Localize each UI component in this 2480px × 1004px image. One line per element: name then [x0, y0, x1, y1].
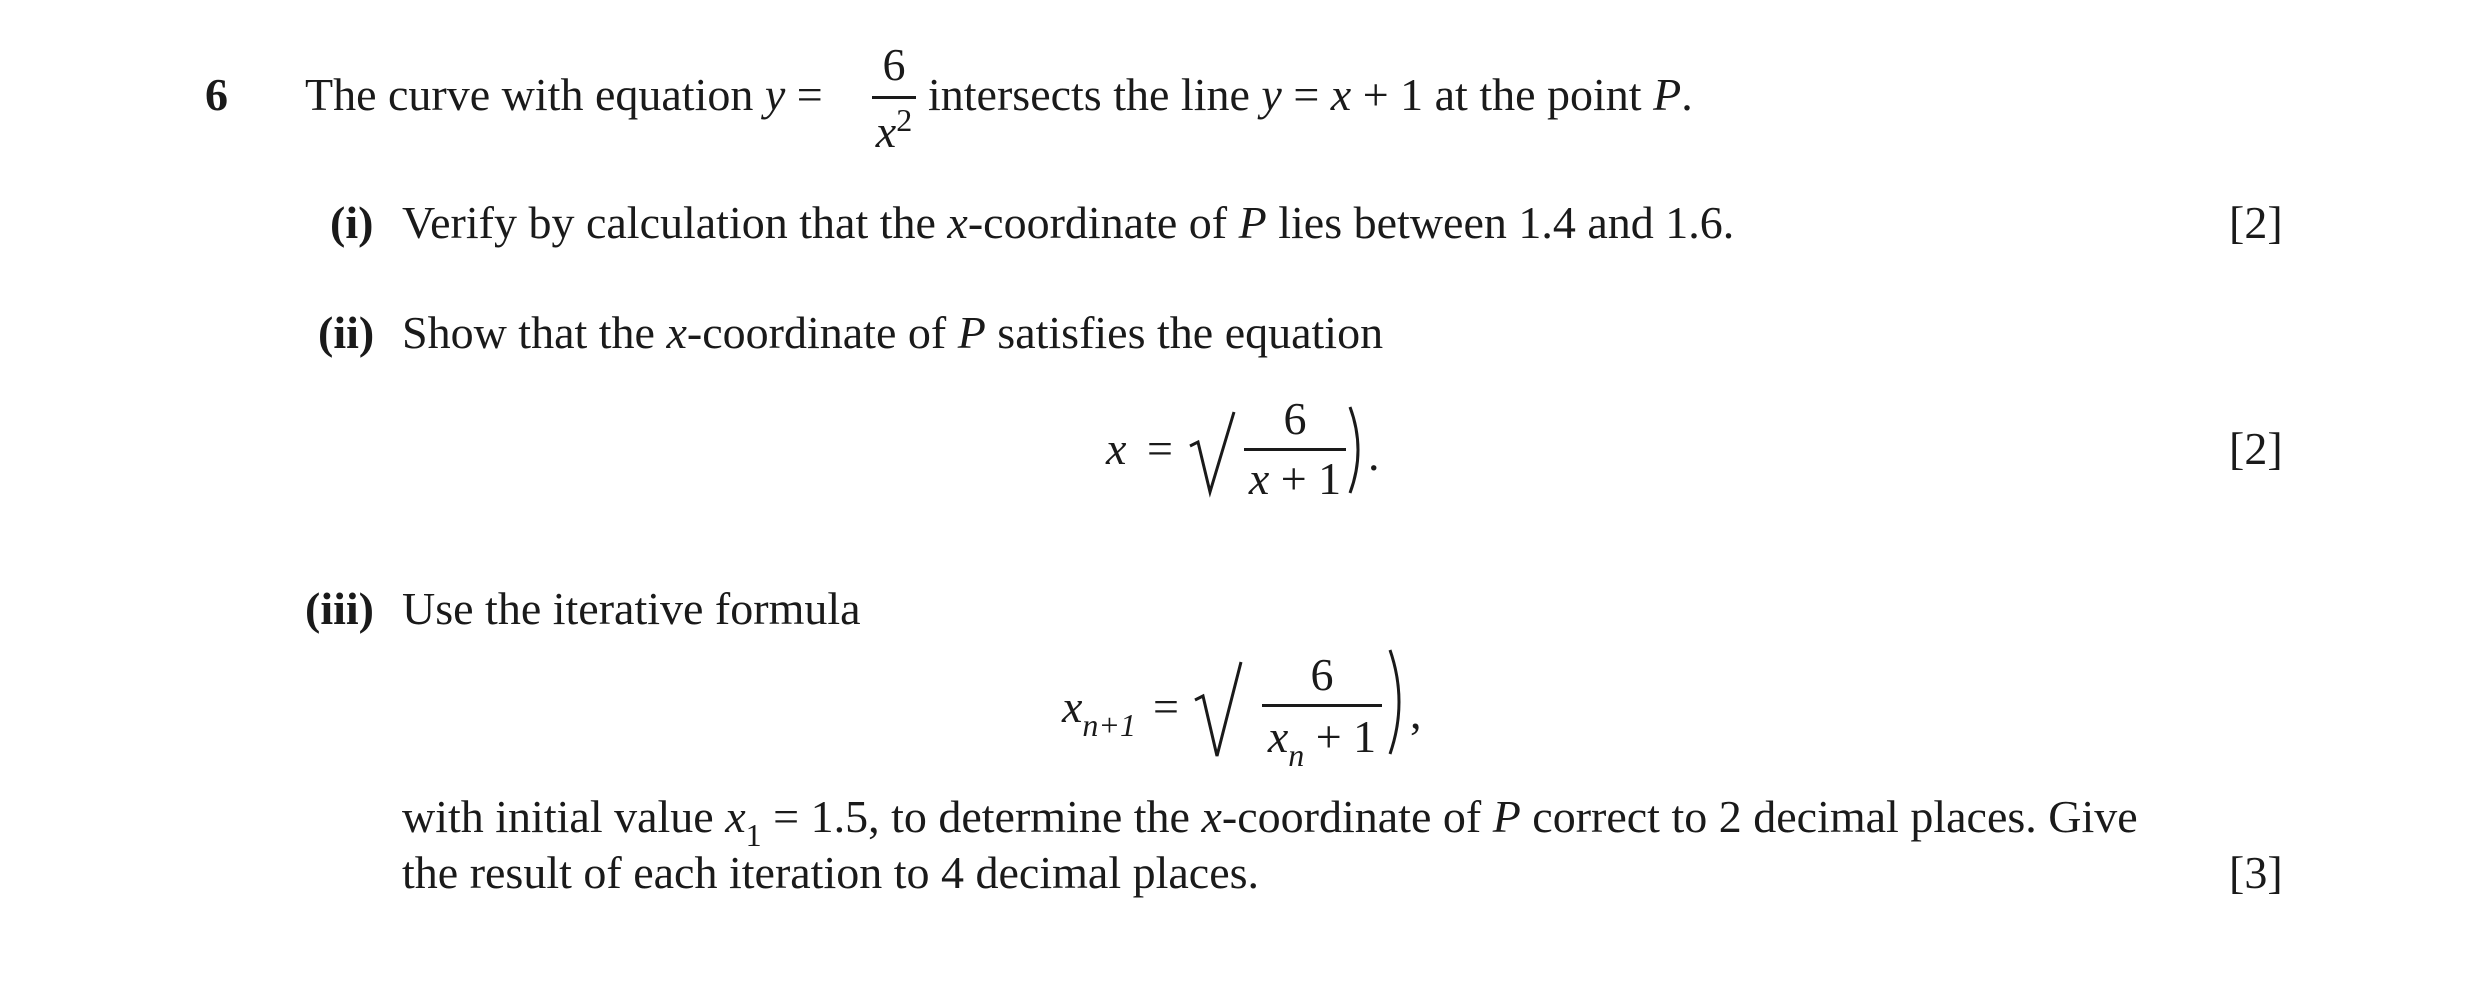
- question-number: 6: [205, 69, 228, 120]
- part-iii-sqrt-icon: [1193, 648, 1243, 758]
- part-iii-marks: [3]: [2229, 847, 2283, 898]
- part-iii-label: (iii): [305, 583, 374, 634]
- part-iii-equation-lhs: $x_{n+1}$: [1062, 681, 1137, 743]
- stem-point-p: P: [1653, 69, 1682, 120]
- stem-fraction-denominator: $x^2$: [875, 102, 913, 157]
- part-ii-label: (ii): [318, 307, 375, 358]
- part-iii-text: Use the iterative formula: [402, 583, 861, 634]
- part-ii-marks: [2]: [2229, 423, 2283, 474]
- part-iii-equation-end: ,: [1410, 687, 1422, 738]
- part-ii-fraction: 6 x + 1: [1244, 392, 1346, 502]
- part-iii-equation-equals: =: [1153, 681, 1179, 732]
- stem-text-mid: intersects the line: [928, 69, 1262, 120]
- part-ii-close-paren-icon: [1346, 405, 1366, 495]
- stem-line-y: y: [1261, 69, 1282, 120]
- part-i-text: Verify by calculation that the x-coordinate of P lies between 1.4 and 1.6.: [402, 197, 1735, 248]
- stem-equals: =: [785, 69, 823, 120]
- stem-y-var: y: [764, 69, 786, 120]
- stem-fraction-bar: [872, 96, 916, 99]
- part-i-label: (i): [330, 197, 374, 248]
- stem-fraction: [872, 39, 916, 157]
- part-i-marks: [2]: [2229, 197, 2283, 248]
- stem-line-x: x: [1330, 69, 1352, 120]
- part-ii-equation-equals: =: [1147, 423, 1173, 474]
- part-ii-text: Show that the x-coordinate of P satisfies the equation: [402, 307, 1384, 358]
- part-iii-line-1: with initial value $x_1 = 1.5$, to determine the x-coordinate of P correct to 2 decimal places. Give: [402, 791, 2138, 853]
- part-ii-sqrt-icon: [1188, 400, 1238, 500]
- question-stem-start: [305, 69, 823, 120]
- part-ii-equation-lhs: x: [1106, 423, 1127, 474]
- question-stem-end: intersects the line y = x + 1 at the point P.: [928, 69, 1693, 120]
- stem-text-before: The curve with equation: [305, 69, 765, 120]
- part-iii-line-2: the result of each iteration to 4 decimal places.: [402, 847, 1260, 898]
- part-iii-close-paren-icon: [1386, 648, 1408, 758]
- part-iii-fraction: 6 $x_n + 1$: [1262, 648, 1382, 763]
- stem-fraction-numerator: 6: [882, 39, 906, 90]
- part-ii-equation-end: .: [1368, 429, 1380, 480]
